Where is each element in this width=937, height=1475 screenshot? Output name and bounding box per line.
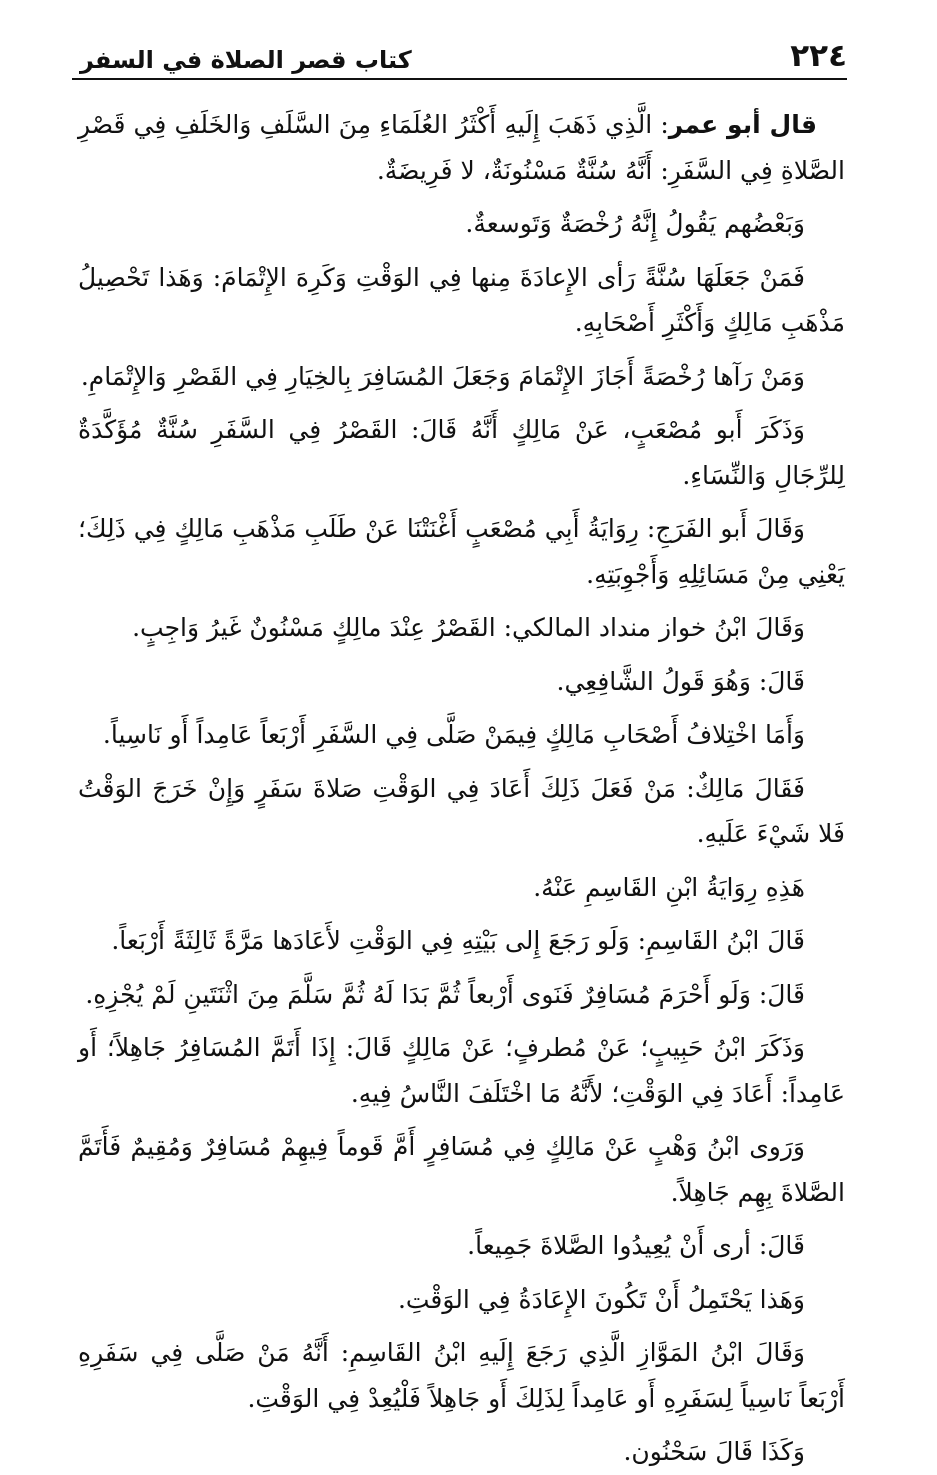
paragraph (78, 1330, 845, 1421)
paragraph-text: هَذِهِ رِوَايَةُ ابْنِ القَاسِمِ عَنْهُ. (533, 872, 805, 902)
paragraph-text: وَقَالَ ابْنُ خواز منداد المالكي: القَصْرُ عِنْدَ مالِكٍ مَسْنُونٌ غَيرُ وَاجِبٍ. (132, 613, 805, 642)
paragraph-text: وَمَنْ رَآها رُخْصَةً أَجَازَ الإِتْمَامَ وَجَعَلَ المُسَافِرَ بِالخِيَارِ فِي القَصْرِ وَالإِتْمَامِ. (80, 361, 805, 391)
paragraph-text: وَأَمَا اخْتِلافُ أَصْحَابِ مَالِكٍ فِيمَنْ صَلَّى فِي السَّفَرِ أَرْبَعاً عَامِداً أَو نَاسِياً. (102, 720, 805, 749)
paragraph (78, 1124, 845, 1215)
paragraph (78, 102, 845, 193)
paragraph-text: وَقَالَ أَبو الفَرَجِ: رِوَايَةُ أَبِي مُصْعَبٍ أَغْنَتْنَا عَنْ طَلَبِ مَذْهَبِ مَالِكٍ فِي ذَلِكَ؛ يَعْنِي مِنْ مَسَائِلِهِ وَأَجْوِبَتِهِ. (78, 514, 845, 589)
paragraph (78, 506, 845, 597)
paragraph-text: قَالَ: وَلَو أَحْرَمَ مُسَافِرٌ فَنَوى أَرْبعاً ثُمَّ بَدَا لَهُ ثُمَّ سَلَّمَ مِنَ اثْنَتَينِ لَمْ يُجْزِهِ. (85, 979, 805, 1009)
paragraph (78, 918, 845, 964)
paragraph (78, 1277, 845, 1323)
paragraph (78, 255, 845, 346)
paragraph (78, 972, 845, 1018)
running-title: كتاب قصر الصلاة في السفر (80, 46, 412, 74)
page-header (72, 24, 847, 80)
paragraph-text: : الَّذِي ذَهَبَ إِلَيهِ أَكْثَرُ العُلَمَاءِ مِنَ السَّلَفِ وَالخَلَفِ فِي قَصْرِ الصَّلاةِ فِي السَّفَرِ: أَنَّهُ سُنَّةٌ مَسْنُونَةٌ، لا فَرِيضَةٌ. (78, 110, 845, 185)
paragraph-text: وَكَذَا قَالَ سَحْنُون. (623, 1437, 805, 1466)
paragraph-text: قَالَ: وَهُوَ قَولُ الشَّافِعِي. (556, 666, 805, 696)
paragraph (78, 407, 845, 498)
paragraph-text: وَذَكَرَ أَبو مُصْعَبٍ، عَنْ مَالِكٍ أَنَّهُ قَالَ: القَصْرُ فِي السَّفَرِ سُنَّةٌ مُؤَكَّدَةٌ لِلرِّجَالِ وَالنِّسَاءِ. (78, 415, 845, 490)
paragraph (78, 865, 845, 911)
paragraph-text: قَالَ: أرى أَنْ يُعِيدُوا الصَّلاةَ جَمِيعاً. (467, 1231, 805, 1260)
paragraph (78, 1025, 845, 1116)
speaker-label: قال أبو عمر (668, 110, 817, 139)
paragraph-text: وَرَوى ابْنُ وَهْبٍ عَنْ مَالِكٍ فِي مُسَافِرٍ أَمَّ قَوماً فِيهِمْ مُسَافِرٌ وَمُقِيمٌ فَأَتَمَّ الصَّلاةَ بِهِم جَاهِلاً. (78, 1132, 845, 1207)
paragraph-text: وَذَكَرَ ابْنُ حَبِيبٍ؛ عَنْ مُطرفٍ؛ عَنْ مَالِكٍ قَالَ: إِذَا أَتَمَّ المُسَافِرُ جَاهِلاً؛ أَو عَامِداً: أَعَادَ فِي الوَقْتِ؛ لأَنَّهُ مَا اخْتَلَفَ النَّاسُ فِيهِ. (78, 1033, 845, 1108)
paragraph (78, 354, 845, 400)
paragraph-text: فَقَالَ مَالِكٌ: مَنْ فَعَلَ ذَلِكَ أَعَادَ فِي الوَقْتِ صَلاةَ سَفَرٍ وَإِنْ خَرَجَ الوَقْتُ فَلا شَيْءَ عَلَيهِ. (78, 773, 845, 848)
paragraph-text: قَالَ ابْنُ القَاسِمِ: وَلَو رَجَعَ إِلى بَيْتِهِ فِي الوَقْتِ لأَعَادَها مَرَّةً ثَالِثَةً أَرْبَعاً. (111, 926, 805, 955)
page-body (78, 102, 845, 1466)
paragraph-text: وَهَذا يَحْتَمِلُ أَنْ تَكُونَ الإِعَادَةُ فِي الوَقْتِ. (397, 1284, 805, 1314)
paragraph-text: فَمَنْ جَعَلَهَا سُنَّةً رَأى الإِعادَةَ مِنها فِي الوَقْتِ وَكَرِهَ الإِتْمَامَ: وَهَذا تَحْصِيلُ مَذْهَبِ مَالِكٍ وَأَكْثَرِ أَصْحَابِهِ. (78, 262, 845, 337)
paragraph (78, 201, 845, 247)
paragraph (78, 659, 845, 705)
paragraph (78, 1429, 845, 1475)
paragraph (78, 1223, 845, 1269)
paragraph (78, 605, 845, 651)
page-number: ٢٢٤ (790, 38, 847, 74)
paragraph (78, 766, 845, 857)
paragraph-text: وَقَالَ ابْنُ المَوَّازِ الَّذِي رَجَعَ إِلَيهِ ابْنُ القَاسِمِ: أَنَّهُ مَنْ صَلَّى فِي سَفَرِهِ أَرْبَعاً نَاسِياً لِسَفَرِهِ أَو عَامِداً لِذَلِكَ أَو جَاهِلاً فَلْيُعِدْ فِي الوَقْتِ. (78, 1338, 845, 1413)
paragraph-text: وَبَعْضُهم يَقُولُ إِنَّهُ رُخْصَةٌ وَتَوسعةٌ. (465, 209, 805, 238)
paragraph (78, 712, 845, 758)
